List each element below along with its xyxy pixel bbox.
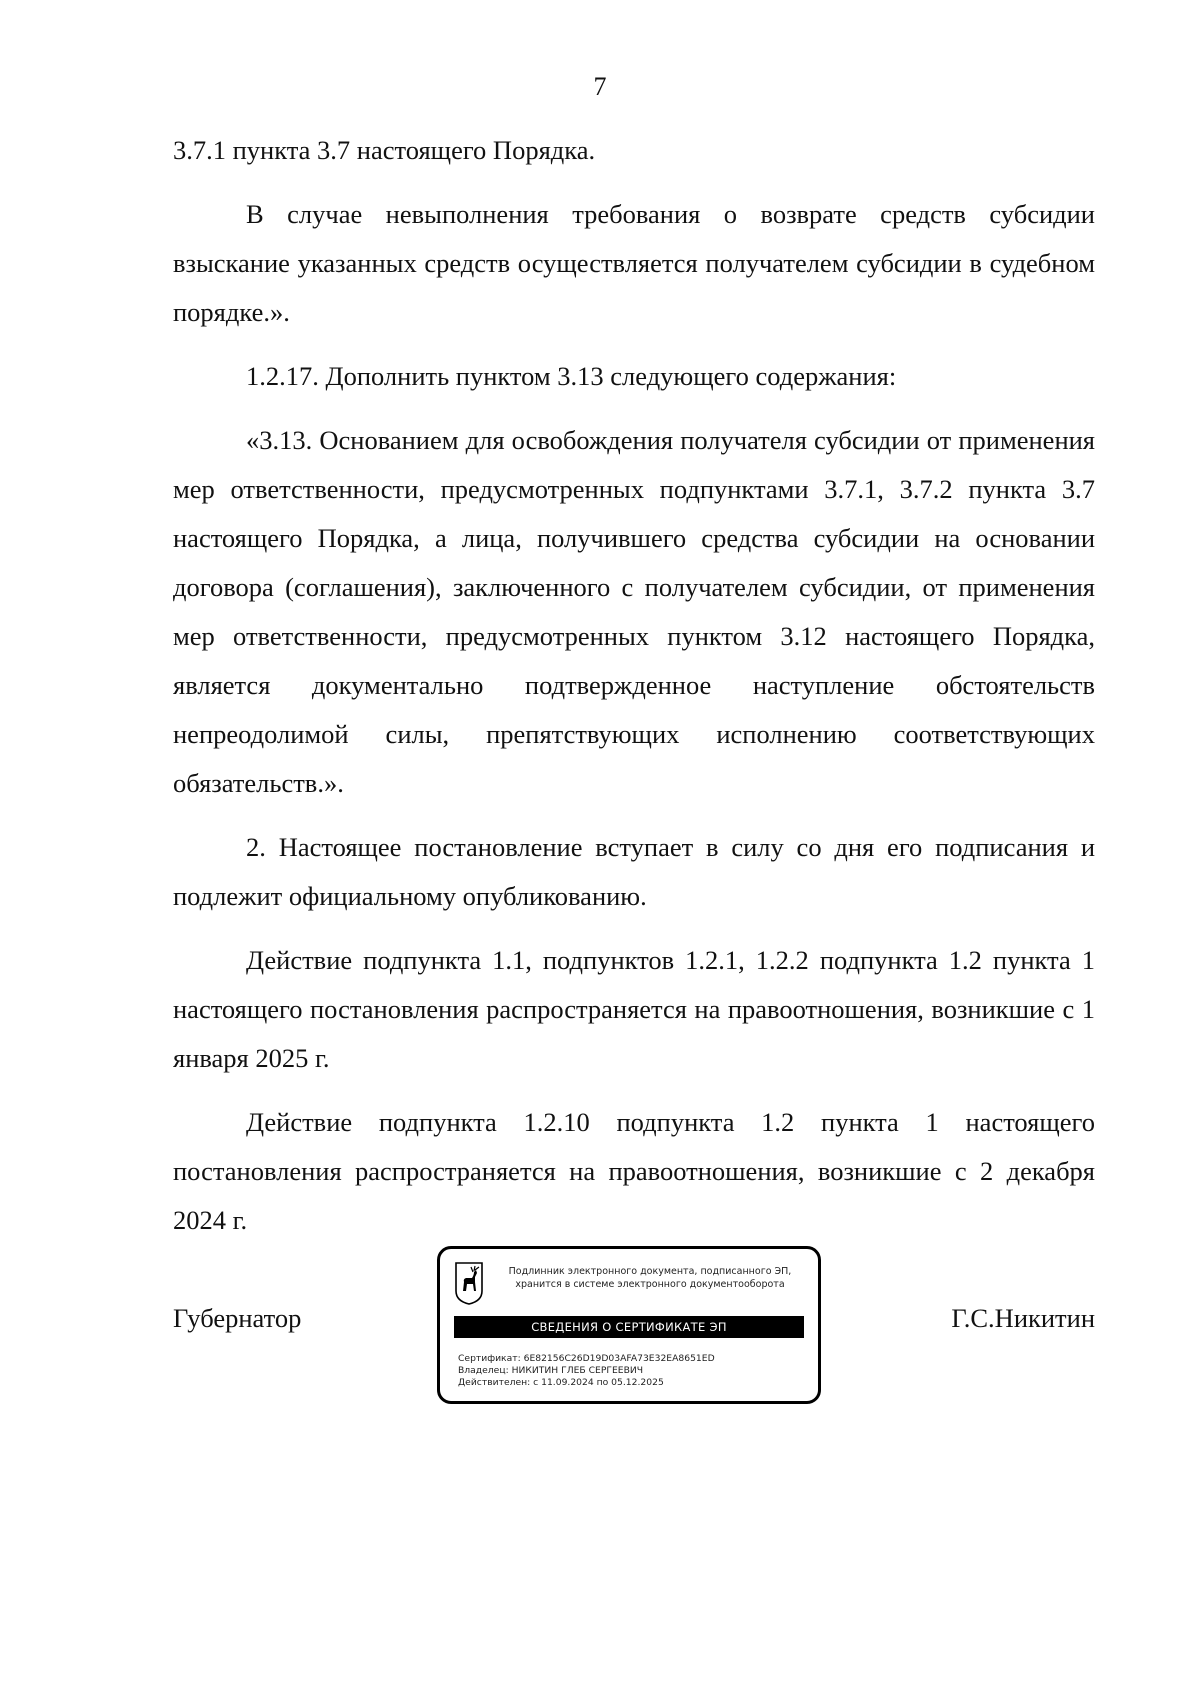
signatory-title: Губернатор: [173, 1303, 302, 1333]
electronic-signature-stamp: [437, 1246, 821, 1404]
paragraph-refund-recovery: В случае невыполнения требования о возврате средств субсидии взыскание указанных средств осуществляется получателем субсидии в судебном порядке.».: [173, 199, 1095, 327]
paragraph-clause-3-13: «3.13. Основанием для освобождения получателя субсидии от применения мер ответственности, предусмотренных подпунктами 3.7.1, 3.7.2 пункта 3.7 настоящего Порядка, а лица, получившего средства субсидии на основании договора (соглашения), заключенного с получателем субсидии, от применения мер ответственности, предусмотренных пунктом 3.12 настоящего Порядка, является документально подтвержденное наступление обстоятельств непреодолимой силы, препятствующих исполнению соответствующих обязательств.».: [173, 425, 1095, 798]
certificate-owner: Владелец: НИКИТИН ГЛЕБ СЕРГЕЕВИЧ: [458, 1365, 644, 1376]
page-number: 7: [593, 72, 607, 101]
stamp-header-line: хранится в системе электронного документооборота: [515, 1279, 785, 1290]
deer-emblem-icon: [454, 1261, 484, 1305]
stamp-header-line: Подлинник электронного документа, подписанного ЭП,: [508, 1266, 792, 1277]
certificate-validity: Действителен: с 11.09.2024 по 05.12.2025: [458, 1377, 664, 1388]
paragraph-amendment-1-2-17: 1.2.17. Дополнить пунктом 3.13 следующего содержания:: [246, 361, 897, 391]
certificate-details: [458, 1353, 715, 1389]
paragraph-effective-dec-2024: Действие подпункта 1.2.10 подпункта 1.2 пункта 1 настоящего постановления распространяется на правоотношения, возникшие с 2 декабря 2024 г.: [173, 1107, 1095, 1235]
paragraph-entry-into-force: 2. Настоящее постановление вступает в силу со дня его подписания и подлежит официальному опубликованию.: [173, 832, 1095, 911]
paragraph-continuation: 3.7.1 пункта 3.7 настоящего Порядка.: [173, 135, 596, 165]
document-body: [173, 126, 1095, 1245]
stamp-header: [490, 1265, 810, 1291]
signatory-name: Г.С.Никитин: [951, 1303, 1095, 1333]
certificate-info-bar: СВЕДЕНИЯ О СЕРТИФИКАТЕ ЭП: [454, 1316, 804, 1338]
paragraph-effective-jan-2025: Действие подпункта 1.1, подпунктов 1.2.1, 1.2.2 подпункта 1.2 пункта 1 настоящего постановления распространяется на правоотношения, возникшие с 1 января 2025 г.: [173, 945, 1095, 1073]
certificate-number: Сертификат: 6E82156C26D19D03AFA73E32EA8651ED: [458, 1353, 715, 1364]
